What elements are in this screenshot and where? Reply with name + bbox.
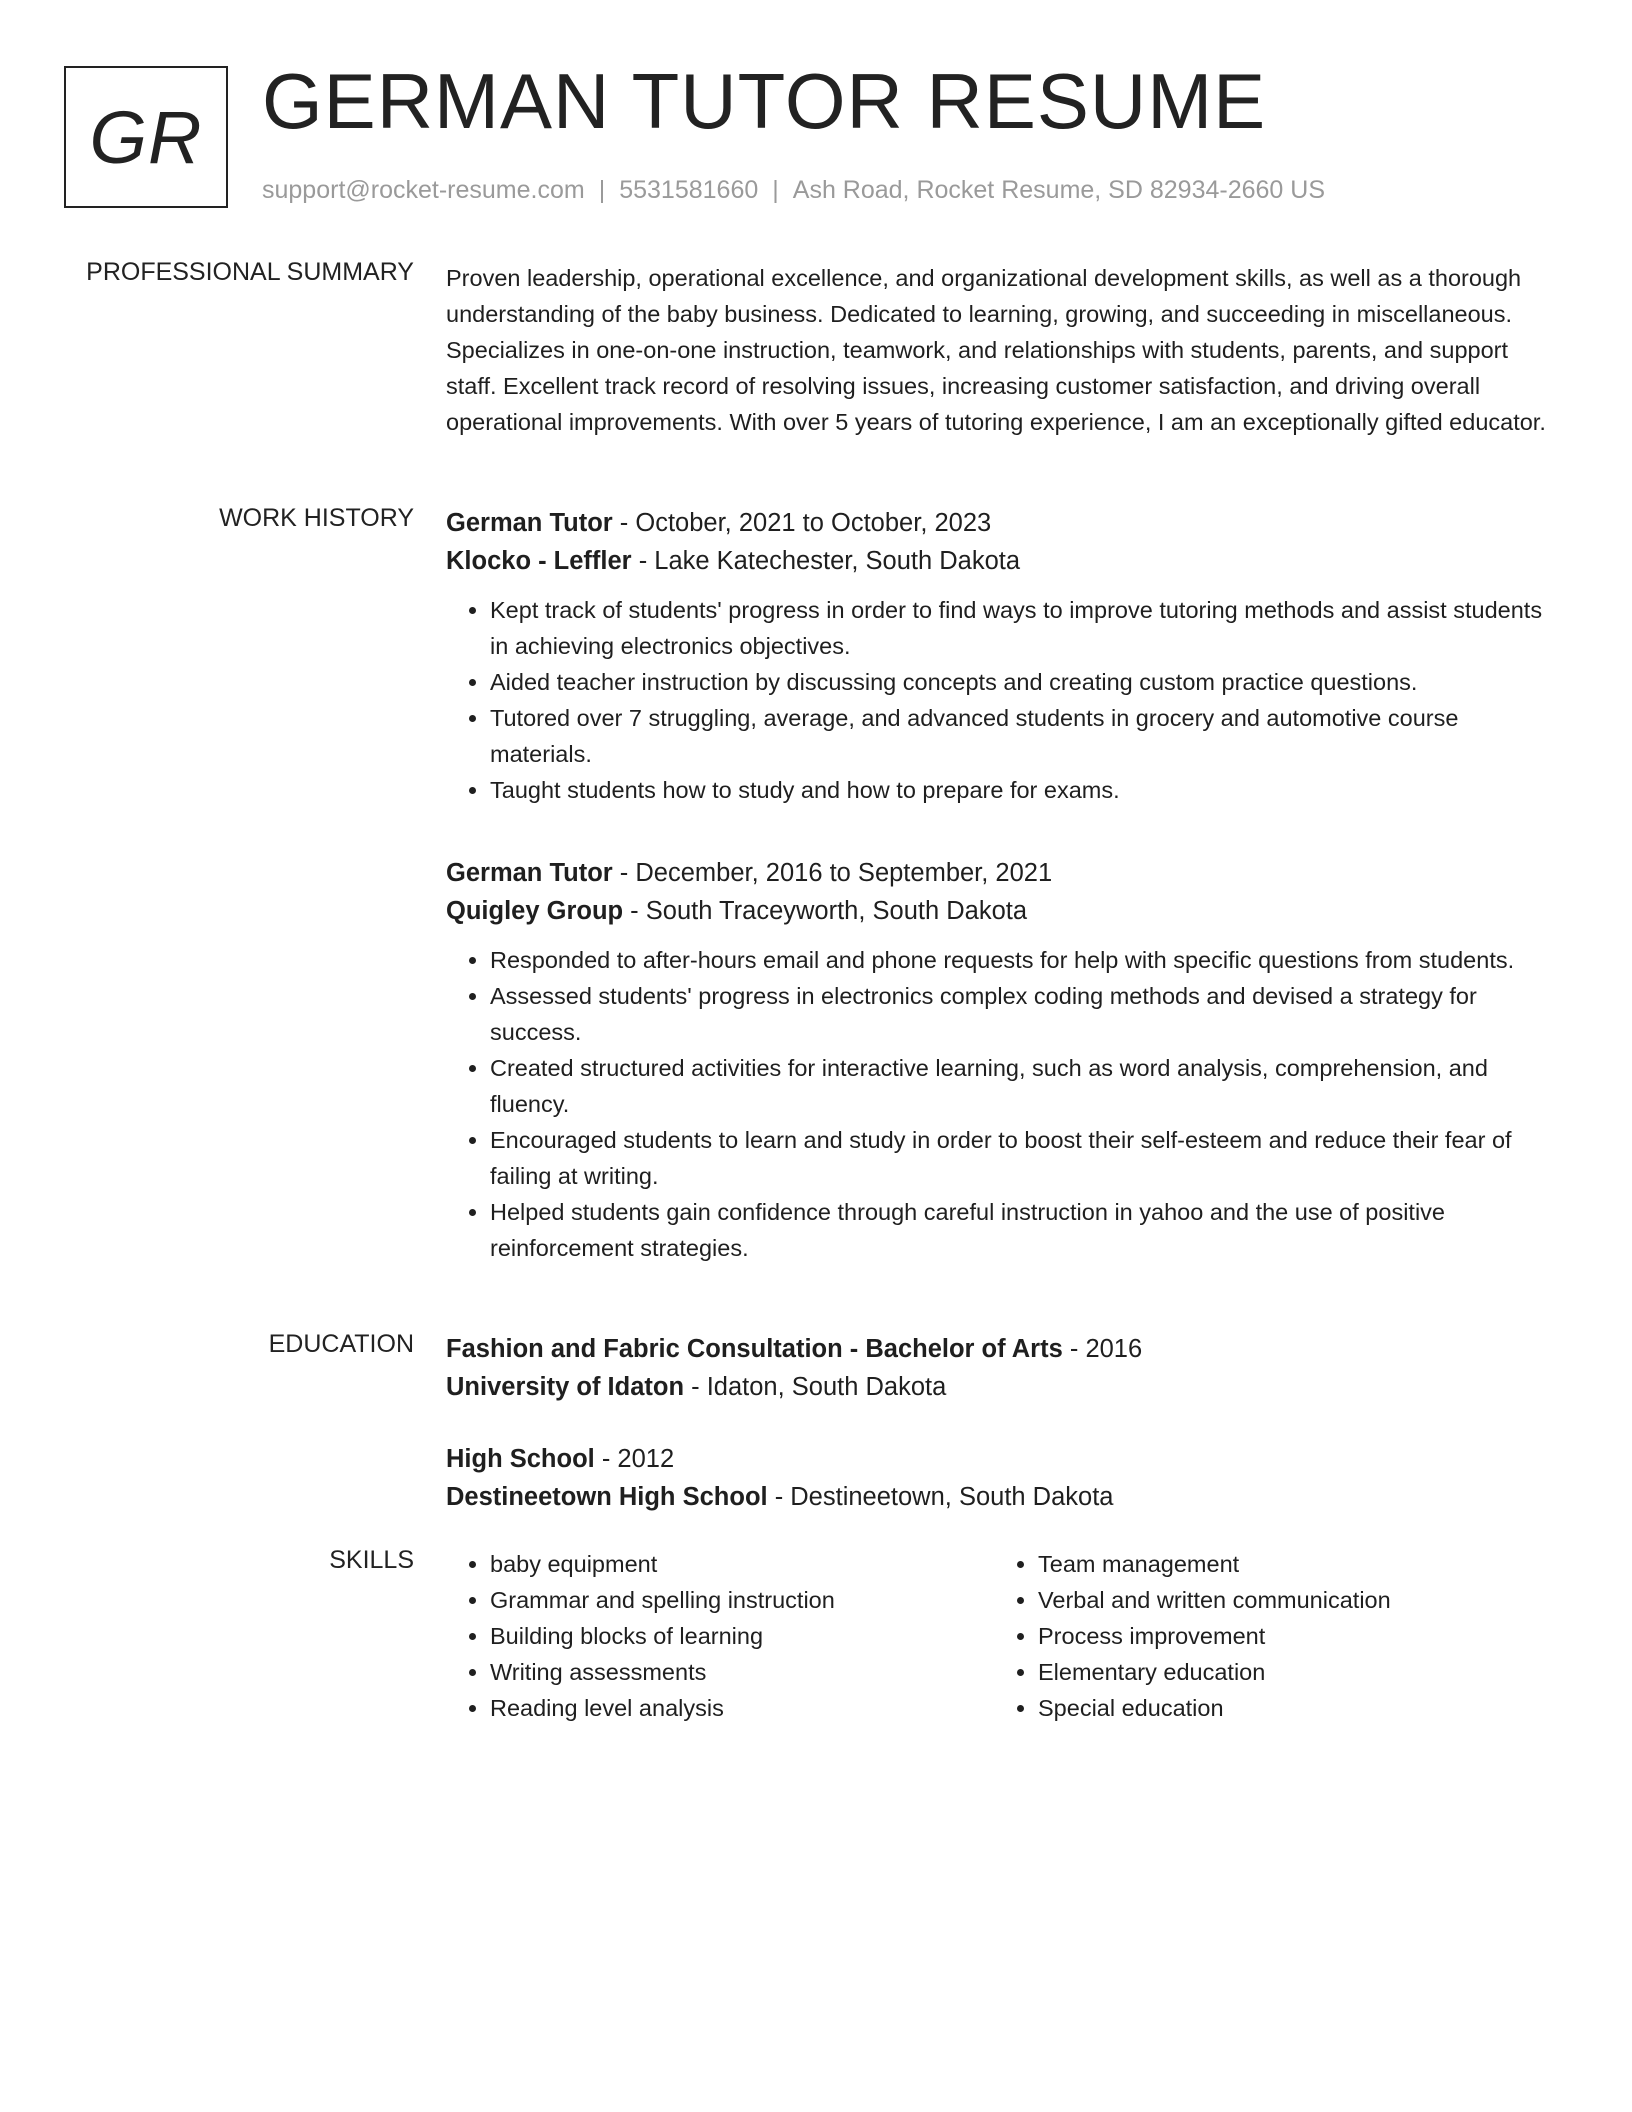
education-entry xyxy=(446,1440,1556,1516)
contact-separator: | xyxy=(598,176,606,204)
contact-phone[interactable]: 5531581660 xyxy=(619,176,759,204)
job-bullet: • Created structured activities for interactive learning, such as word analysis, comprehension, and fluency. xyxy=(490,1050,1556,1122)
skill-item: • Building blocks of learning xyxy=(490,1618,994,1654)
contact-separator: | xyxy=(772,176,779,204)
skills-list-left xyxy=(446,1546,994,1726)
skills-columns xyxy=(446,1546,1556,1726)
contact-email[interactable]: support@rocket-resume.com xyxy=(262,176,585,204)
education-school: Destineetown High School xyxy=(446,1483,768,1511)
job-bullet: • Helped students gain confidence through careful instruction in yahoo and the use of positive reinforcement strategies. xyxy=(490,1194,1556,1266)
education-entry xyxy=(446,1330,1556,1406)
job-title-line xyxy=(446,504,1556,542)
job-bullet: • Tutored over 7 struggling, average, and advanced students in grocery and automotive course materials. xyxy=(490,700,1556,772)
job-location: - Lake Katechester, South Dakota xyxy=(631,547,1021,575)
education-location: - Destineetown, South Dakota xyxy=(767,1483,1114,1511)
summary-body xyxy=(446,258,1556,440)
job-dates: - December, 2016 to September, 2021 xyxy=(612,859,1053,887)
summary-text: Proven leadership, operational excellence, and organizational development skills, as well as a thorough understanding of the baby business. Dedicated to learning, growing, and succeeding in miscellaneous. Specializes in one-on-one instruction, teamwork, and relationships with students, parents, and support staff. Excellent track record of resolving issues, increasing customer satisfaction, and driving overall operational improvements. With over 5 years of tutoring experience, I am an exceptionally gifted educator. xyxy=(446,265,1546,435)
job-employer-line xyxy=(446,892,1556,930)
job-title: German Tutor xyxy=(446,859,613,887)
job-employer: Klocko - Leffler xyxy=(446,547,632,575)
job-title: German Tutor xyxy=(446,509,613,537)
job-entry xyxy=(446,504,1556,808)
work-body xyxy=(446,504,1556,1312)
job-employer: Quigley Group xyxy=(446,897,624,925)
education-year: - 2016 xyxy=(1062,1335,1143,1363)
contact-line xyxy=(262,176,1325,205)
skill-item: • baby equipment xyxy=(490,1546,994,1582)
job-bullet: • Taught students how to study and how to prepare for exams. xyxy=(490,772,1556,808)
education-year: - 2012 xyxy=(594,1445,675,1473)
skill-item: • Special education xyxy=(1038,1690,1542,1726)
education-location: - Idaton, South Dakota xyxy=(684,1373,947,1401)
job-bullets xyxy=(446,592,1556,808)
skills-body xyxy=(446,1546,1556,1726)
section-label-education: EDUCATION xyxy=(268,1330,414,1358)
section-label-skills: SKILLS xyxy=(329,1546,414,1574)
job-dates: - October, 2021 to October, 2023 xyxy=(612,509,992,537)
skill-item: • Elementary education xyxy=(1038,1654,1542,1690)
section-label-work: WORK HISTORY xyxy=(219,504,414,532)
skill-item: • Writing assessments xyxy=(490,1654,994,1690)
job-bullet: • Kept track of students' progress in order to find ways to improve tutoring methods and assist students in achieving electronics objectives. xyxy=(490,592,1556,664)
contact-address: Ash Road, Rocket Resume, SD 82934-2660 US xyxy=(792,176,1325,204)
job-entry xyxy=(446,854,1556,1266)
job-title-line xyxy=(446,854,1556,892)
education-degree: High School xyxy=(446,1445,595,1473)
job-location: - South Traceyworth, South Dakota xyxy=(623,897,1028,925)
job-employer-line xyxy=(446,542,1556,580)
job-bullet: • Aided teacher instruction by discussing concepts and creating custom practice questions. xyxy=(490,664,1556,700)
resume-title: GERMAN TUTOR RESUME xyxy=(262,57,1267,145)
education-degree-line xyxy=(446,1440,1556,1478)
skills-list-right xyxy=(994,1546,1542,1726)
skill-item: • Grammar and spelling instruction xyxy=(490,1582,994,1618)
skill-item: • Process improvement xyxy=(1038,1618,1542,1654)
skill-item: • Reading level analysis xyxy=(490,1690,994,1726)
job-bullet: • Encouraged students to learn and study in order to boost their self-esteem and reduce their fear of failing at writing. xyxy=(490,1122,1556,1194)
section-label-summary: PROFESSIONAL SUMMARY xyxy=(86,258,414,286)
skill-item: • Verbal and written communication xyxy=(1038,1582,1542,1618)
skill-item: • Team management xyxy=(1038,1546,1542,1582)
education-school-line xyxy=(446,1478,1556,1516)
education-degree: Fashion and Fabric Consultation - Bachelor of Arts xyxy=(446,1335,1063,1363)
education-school: University of Idaton xyxy=(446,1373,685,1401)
monogram: GR xyxy=(64,66,228,208)
job-bullet: • Assessed students' progress in electronics complex coding methods and devised a strategy for success. xyxy=(490,978,1556,1050)
job-bullet: • Responded to after-hours email and phone requests for help with specific questions from students. xyxy=(490,942,1556,978)
education-body xyxy=(446,1330,1556,1550)
education-school-line xyxy=(446,1368,1556,1406)
job-bullets xyxy=(446,942,1556,1266)
education-degree-line xyxy=(446,1330,1556,1368)
